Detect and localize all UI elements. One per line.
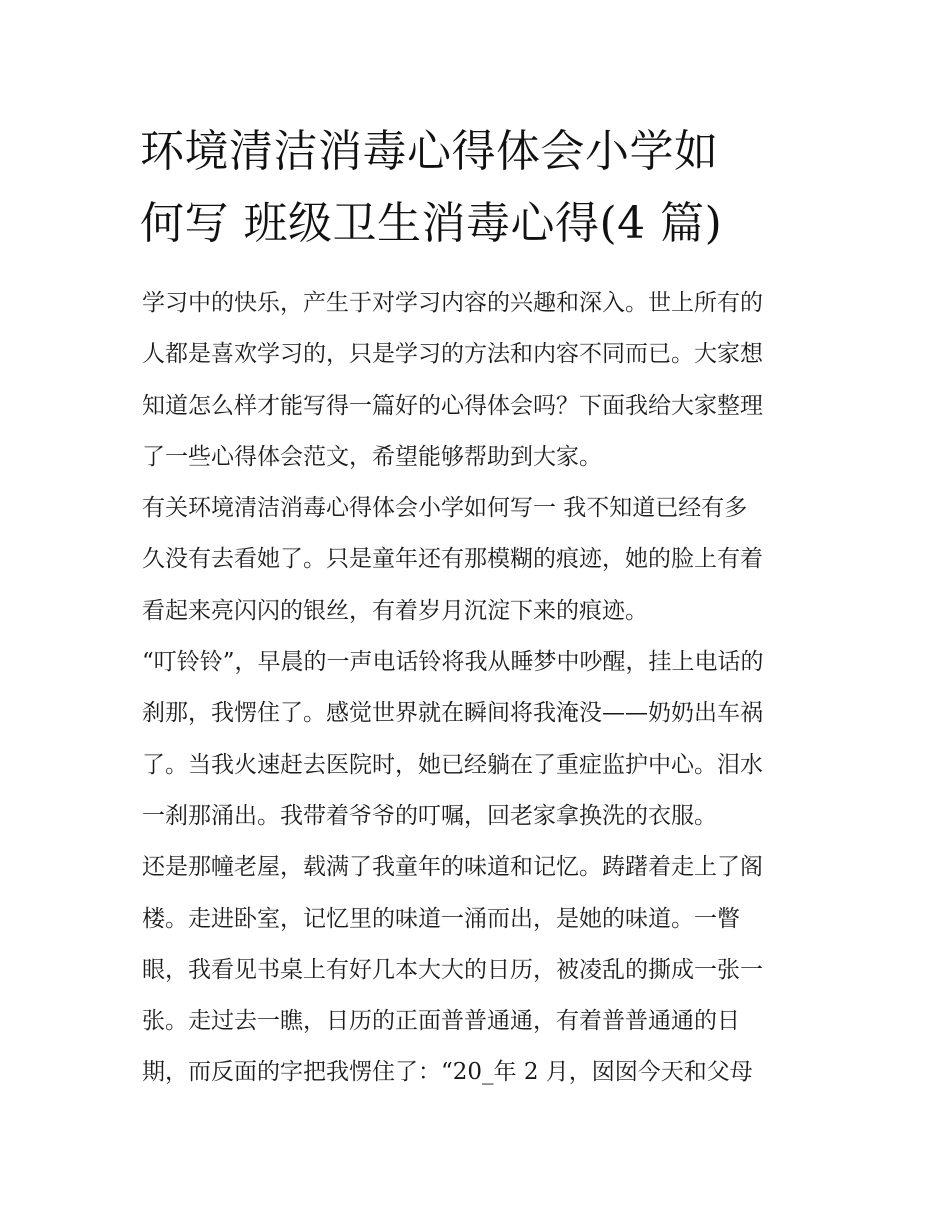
text-line: 眼，我看见书桌上有好几本大大的日历，被凌乱的撕成一张一 [142,956,763,983]
title-line-2: 何写 班级卫生消毒心得(4 篇) [140,198,723,249]
text-line: 知道怎么样才能写得一篇好的心得体会吗？下面我给大家整理 [142,392,763,419]
paragraph-old-house [142,842,814,1098]
paragraph-intro [142,278,814,483]
text-line: 久没有去看她了。只是童年还有那模糊的痕迹，她的脸上有着 [142,546,763,573]
text-line: 有关环境清洁消毒心得体会小学如何写一 我不知道已经有多 [142,495,748,522]
text-line: 还是那幢老屋，载满了我童年的味道和记忆。踌躇着走上了阁 [142,854,763,881]
text-line: 期，而反面的字把我愣住了：“20_年 2 月，囡囡今天和父母 [142,1059,753,1086]
text-line: 楼。走进卧室，记忆里的味道一涌而出，是她的味道。一瞥 [142,905,740,932]
paragraph-essay-opening [142,483,814,637]
text-line: 刹那，我愣住了。感觉世界就在瞬间将我淹没——奶奶出车祸 [142,700,763,727]
document-body [142,278,814,1099]
text-line: 一刹那涌出。我带着爷爷的叮嘱，回老家拿换洗的衣服。 [142,802,717,829]
text-line: “叮铃铃”，早晨的一声电话铃将我从睡梦中吵醒，挂上电话的 [142,649,764,676]
document-title [140,116,820,260]
text-line: 看起来亮闪闪的银丝，有着岁月沉淀下来的痕迹。 [142,597,648,624]
text-line: 学习中的快乐，产生于对学习内容的兴趣和深入。世上所有的 [142,290,763,316]
text-line: 张。走过去一瞧，日历的正面普普通通，有着普普通通的日 [142,1008,740,1035]
text-line: 了一些心得体会范文，希望能够帮助到大家。 [142,443,602,470]
title-line-1: 环境清洁消毒心得体会小学如 [140,126,719,177]
text-line: 了。当我火速赶去医院时，她已经躺在了重症监护中心。泪水 [142,751,763,778]
text-line: 人都是喜欢学习的，只是学习的方法和内容不同而已。大家想 [142,341,763,368]
paragraph-phone-call [142,637,814,842]
